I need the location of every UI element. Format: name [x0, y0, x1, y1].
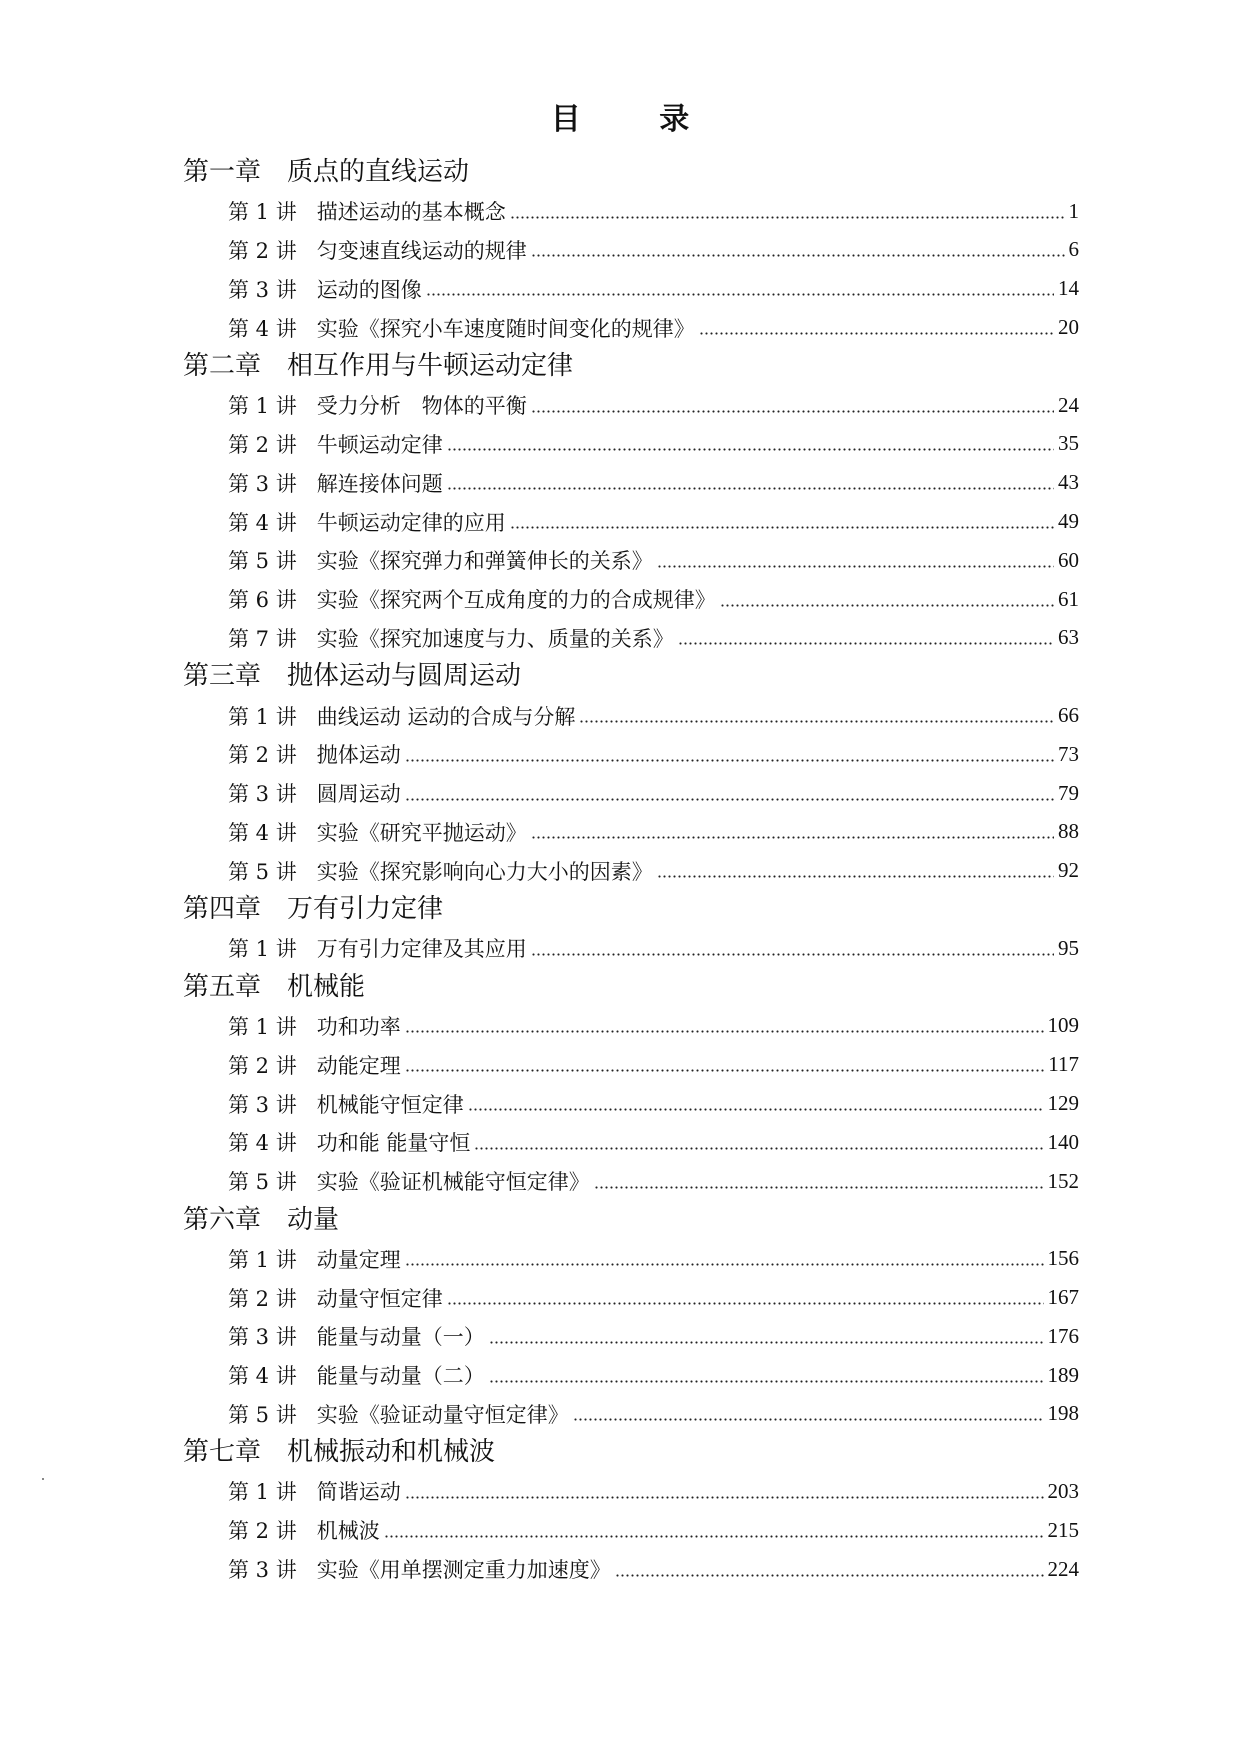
toc-entry[interactable]: [183, 1045, 1079, 1084]
lecture-title: 曲线运动 运动的合成与分解: [316, 704, 576, 729]
chapter-heading: [183, 890, 1079, 929]
page-number: 167: [1047, 1285, 1079, 1309]
lecture-number: 第 4 讲: [228, 1364, 297, 1389]
chapter-heading: [183, 1433, 1079, 1472]
page-number: 215: [1047, 1517, 1079, 1542]
table-of-contents: [183, 153, 1079, 1588]
lecture-number: 第 1 讲: [228, 704, 297, 729]
lecture-title: 能量与动量（二）: [316, 1364, 485, 1389]
lecture-number: 第 4 讲: [228, 820, 297, 845]
chapter-number: 第二章: [183, 350, 262, 381]
page-number: 224: [1047, 1556, 1079, 1581]
lecture-title: 实验《验证动量守恒定律》: [316, 1402, 569, 1427]
lecture-title: 功和能 能量守恒: [316, 1131, 471, 1156]
lecture-number: 第 1 讲: [228, 1480, 297, 1505]
page-number: 24: [1058, 392, 1079, 417]
toc-entry[interactable]: [183, 1511, 1079, 1550]
chapter-title: 万有引力定律: [287, 894, 444, 925]
toc-entry[interactable]: [183, 1278, 1079, 1317]
page-number: 129: [1047, 1091, 1079, 1116]
lecture-number: 第 2 讲: [228, 743, 297, 768]
dot-leader: [510, 216, 1065, 219]
page-number: 152: [1047, 1168, 1079, 1193]
chapter-title: 机械能: [287, 971, 366, 1002]
lecture-number: 第 5 讲: [228, 859, 297, 884]
chapter-title: 抛体运动与圆周运动: [287, 661, 522, 692]
lecture-number: 第 5 讲: [228, 1170, 297, 1195]
chapter-title: 质点的直线运动: [287, 157, 470, 187]
lecture-title: 万有引力定律及其应用: [316, 937, 527, 962]
lecture-title: 抛体运动: [316, 743, 401, 768]
page-number: 14: [1058, 276, 1079, 301]
dot-leader: [594, 1186, 1044, 1189]
toc-entry[interactable]: [183, 1550, 1079, 1589]
toc-entry[interactable]: [183, 1007, 1079, 1046]
toc-entry[interactable]: [183, 929, 1079, 968]
page-number: 189: [1047, 1362, 1079, 1387]
dot-leader: [579, 720, 1054, 723]
chapter-heading: [183, 657, 1079, 696]
page-number: 1: [1068, 198, 1079, 223]
toc-entry[interactable]: [183, 696, 1079, 735]
dot-leader: [447, 487, 1054, 490]
toc-entry[interactable]: [183, 1162, 1079, 1201]
toc-entry[interactable]: [183, 1472, 1079, 1511]
dot-leader: [405, 1263, 1044, 1266]
toc-entry[interactable]: [183, 1123, 1079, 1162]
lecture-title: 运动的图像: [316, 277, 422, 302]
dot-leader: [657, 875, 1054, 878]
dot-leader: [657, 565, 1054, 568]
chapter-title: 动量: [287, 1204, 340, 1235]
lecture-number: 第 4 讲: [228, 316, 297, 341]
page-number: 109: [1047, 1013, 1079, 1038]
dot-leader: [447, 1302, 1044, 1305]
chapter-number: 第三章: [183, 661, 262, 692]
lecture-title: 牛顿运动定律的应用: [316, 510, 506, 535]
dot-leader: [699, 332, 1054, 335]
lecture-number: 第 5 讲: [228, 1402, 297, 1427]
dot-leader: [474, 1147, 1043, 1150]
dot-leader: [489, 1380, 1044, 1383]
chapter-heading: [183, 153, 1079, 192]
chapter-heading: [183, 347, 1079, 386]
toc-entry[interactable]: [183, 1356, 1079, 1395]
chapter-number: 第六章: [183, 1204, 262, 1235]
lecture-title: 解连接体问题: [316, 471, 443, 496]
page-number: 66: [1058, 703, 1079, 728]
lecture-number: 第 1 讲: [228, 394, 297, 419]
lecture-title: 实验《探究加速度与力、质量的关系》: [316, 626, 674, 651]
lecture-number: 第 3 讲: [228, 1325, 297, 1350]
lecture-number: 第 3 讲: [228, 1558, 297, 1583]
dot-leader: [447, 448, 1054, 451]
page-number: 60: [1058, 547, 1079, 572]
lecture-title: 简谐运动: [316, 1480, 401, 1505]
chapter-title: 机械振动和机械波: [287, 1437, 496, 1468]
lecture-number: 第 1 讲: [228, 200, 297, 225]
chapter-number: 第四章: [183, 894, 262, 925]
toc-entry[interactable]: [183, 774, 1079, 813]
lecture-title: 实验《探究影响向心力大小的因素》: [316, 859, 653, 884]
lecture-title: 动能定理: [316, 1053, 401, 1078]
dot-leader: [720, 604, 1054, 607]
lecture-number: 第 1 讲: [228, 937, 297, 962]
toc-entry[interactable]: [183, 1395, 1079, 1434]
lecture-number: 第 3 讲: [228, 1092, 297, 1117]
chapter-heading: [183, 968, 1079, 1007]
lecture-title: 实验《探究小车速度随时间变化的规律》: [316, 316, 695, 341]
dot-leader: [678, 642, 1054, 645]
page-number: 140: [1047, 1129, 1079, 1154]
page-number: 79: [1058, 780, 1079, 805]
page-number: 63: [1058, 625, 1079, 650]
dot-leader: [426, 293, 1054, 296]
page-number: 156: [1047, 1246, 1079, 1271]
lecture-number: 第 6 讲: [228, 588, 297, 613]
page-number: 88: [1058, 819, 1079, 844]
dot-leader: [531, 410, 1054, 413]
lecture-number: 第 3 讲: [228, 277, 297, 302]
toc-entry[interactable]: [183, 735, 1079, 774]
lecture-title: 机械波: [316, 1519, 380, 1544]
dot-leader: [531, 953, 1054, 956]
dot-leader: [384, 1535, 1044, 1538]
page-number: 95: [1058, 935, 1079, 960]
toc-entry[interactable]: [183, 619, 1079, 658]
lecture-title: 机械能守恒定律: [316, 1092, 464, 1117]
lecture-title: 实验《用单摆测定重力加速度》: [316, 1558, 611, 1583]
lecture-number: 第 5 讲: [228, 549, 297, 574]
toc-entry[interactable]: [183, 231, 1079, 270]
page-number: 49: [1058, 509, 1079, 534]
lecture-number: 第 4 讲: [228, 510, 297, 535]
lecture-number: 第 2 讲: [228, 1053, 297, 1078]
dot-leader: [405, 1030, 1044, 1033]
page-number: 73: [1058, 741, 1079, 766]
lecture-number: 第 2 讲: [228, 432, 297, 457]
scan-speck: [42, 1478, 44, 1480]
lecture-number: 第 2 讲: [228, 238, 297, 263]
lecture-number: 第 2 讲: [228, 1286, 297, 1311]
lecture-title: 描述运动的基本概念: [316, 200, 506, 225]
dot-leader: [405, 1069, 1045, 1072]
lecture-title: 实验《探究两个互成角度的力的合成规律》: [316, 588, 716, 613]
toc-entry[interactable]: [183, 1317, 1079, 1356]
toc-entry[interactable]: [183, 1239, 1079, 1278]
chapter-number: 第五章: [183, 971, 262, 1002]
toc-entry[interactable]: [183, 308, 1079, 347]
dot-leader: [468, 1108, 1044, 1111]
lecture-title: 受力分析 物体的平衡: [316, 394, 527, 419]
lecture-number: 第 2 讲: [228, 1519, 297, 1544]
lecture-title: 实验《验证机械能守恒定律》: [316, 1170, 590, 1195]
lecture-title: 功和功率: [316, 1014, 401, 1039]
lecture-number: 第 1 讲: [228, 1247, 297, 1272]
toc-entry[interactable]: [183, 541, 1079, 580]
page-number: 35: [1058, 431, 1079, 456]
dot-leader: [510, 526, 1054, 529]
page-number: 117: [1048, 1052, 1079, 1077]
toc-entry[interactable]: [183, 425, 1079, 464]
chapter-title: 相互作用与牛顿运动定律: [287, 350, 574, 381]
lecture-number: 第 3 讲: [228, 782, 297, 807]
page-number: 198: [1047, 1401, 1079, 1426]
toc-entry[interactable]: [183, 813, 1079, 852]
toc-entry[interactable]: [183, 192, 1079, 231]
dot-leader: [405, 759, 1054, 762]
dot-leader: [405, 1496, 1044, 1499]
dot-leader: [531, 836, 1054, 839]
dot-leader: [489, 1341, 1044, 1344]
lecture-title: 能量与动量（一）: [316, 1325, 485, 1350]
page-number: 61: [1058, 586, 1079, 611]
page-number: 92: [1058, 858, 1079, 883]
lecture-title: 圆周运动: [316, 782, 401, 807]
toc-entry[interactable]: [183, 386, 1079, 425]
toc-entry[interactable]: [183, 269, 1079, 308]
lecture-title: 牛顿运动定律: [316, 432, 443, 457]
toc-entry[interactable]: [183, 502, 1079, 541]
dot-leader: [405, 798, 1054, 801]
dot-leader: [615, 1574, 1044, 1577]
lecture-number: 第 1 讲: [228, 1014, 297, 1039]
lecture-number: 第 7 讲: [228, 626, 297, 651]
dot-leader: [573, 1418, 1044, 1421]
page-number: 20: [1058, 315, 1079, 340]
lecture-title: 动量定理: [316, 1247, 401, 1272]
page-number: 43: [1058, 470, 1079, 495]
toc-entry[interactable]: [183, 851, 1079, 890]
lecture-title: 匀变速直线运动的规律: [316, 238, 527, 263]
lecture-title: 实验《探究弹力和弹簧伸长的关系》: [316, 549, 653, 574]
dot-leader: [531, 254, 1065, 257]
toc-entry[interactable]: [183, 463, 1079, 502]
lecture-number: 第 4 讲: [228, 1131, 297, 1156]
page-title: 目 录: [550, 102, 724, 137]
toc-entry[interactable]: [183, 580, 1079, 619]
lecture-title: 实验《研究平抛运动》: [316, 820, 527, 845]
page-number: 6: [1068, 237, 1079, 262]
lecture-title: 动量守恒定律: [316, 1286, 443, 1311]
lecture-number: 第 3 讲: [228, 471, 297, 496]
chapter-number: 第一章: [183, 157, 262, 187]
page-number: 203: [1047, 1478, 1079, 1503]
toc-entry[interactable]: [183, 1084, 1079, 1123]
chapter-heading: [183, 1201, 1079, 1240]
chapter-number: 第七章: [183, 1437, 262, 1468]
page-number: 176: [1047, 1323, 1079, 1348]
